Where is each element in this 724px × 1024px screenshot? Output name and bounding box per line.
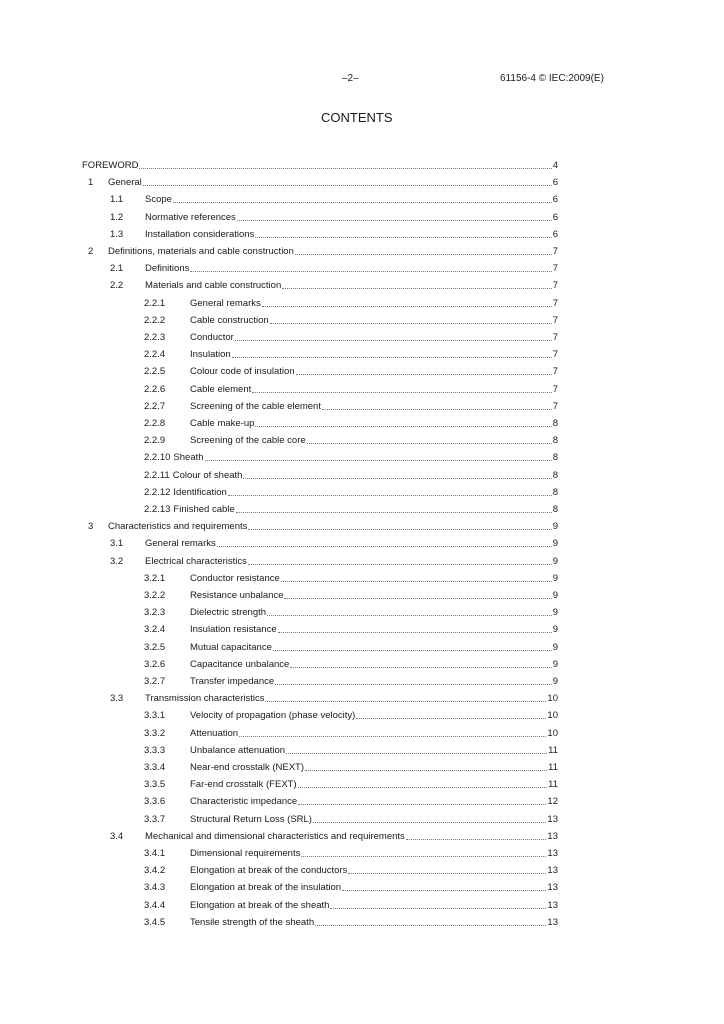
- toc-entry[interactable]: [0, 710, 724, 722]
- toc-entry-number: 3.2.3: [144, 607, 166, 619]
- dot-leader: [342, 882, 546, 891]
- toc-entry[interactable]: [0, 538, 724, 550]
- toc-entry-number: 2.2.6: [144, 383, 166, 395]
- toc-entry-page: 7: [552, 400, 558, 412]
- toc-entry[interactable]: [0, 796, 724, 808]
- toc-entry[interactable]: [0, 315, 724, 327]
- dot-leader: [190, 263, 551, 272]
- page-number: –2–: [342, 73, 359, 84]
- dot-leader: [313, 814, 546, 823]
- dot-leader: [235, 332, 552, 341]
- dot-leader: [243, 470, 551, 479]
- dot-leader: [298, 796, 546, 805]
- toc-entry-page: 7: [552, 297, 558, 309]
- dot-leader: [286, 745, 547, 754]
- toc-entry-number: 1.3: [110, 228, 124, 240]
- toc-entry-number: 3.4.5: [144, 916, 166, 928]
- toc-entry-label: Characteristics and requirements: [108, 521, 248, 533]
- toc-entry[interactable]: [0, 624, 724, 636]
- toc-entry-label: Transfer impedance: [190, 676, 275, 687]
- toc-entry[interactable]: [0, 693, 724, 705]
- toc-entry[interactable]: [0, 642, 724, 654]
- toc-entry-label: Elongation at break of the conductors: [190, 865, 348, 877]
- toc-entry-page: 11: [548, 779, 558, 791]
- toc-entry-page: 7: [552, 349, 558, 361]
- toc-entry-number: 2.2.9: [144, 435, 166, 447]
- toc-entry-label: Near-end crosstalk (NEXT): [190, 762, 305, 773]
- toc-entry[interactable]: [0, 280, 724, 292]
- toc-entry[interactable]: [0, 332, 724, 344]
- toc-entry-number: 3.3.5: [144, 779, 166, 791]
- toc-entry-number: 3.3.3: [144, 744, 166, 756]
- toc-entry[interactable]: [0, 435, 724, 447]
- toc-entry-label: Characteristic impedance: [190, 796, 298, 808]
- toc-entry-page: 13: [547, 899, 558, 911]
- toc-entry[interactable]: [0, 384, 724, 396]
- toc-entry-number: 3.2.2: [144, 590, 166, 601]
- dot-leader: [278, 624, 552, 633]
- toc-entry[interactable]: [0, 487, 724, 499]
- toc-entry-page: 8: [552, 452, 558, 464]
- toc-entry[interactable]: [0, 556, 724, 568]
- toc-entry-number: 2.2.5: [144, 366, 166, 378]
- dot-leader: [262, 298, 552, 307]
- dot-leader: [205, 452, 552, 461]
- dot-leader: [248, 521, 551, 530]
- dot-leader: [315, 917, 546, 926]
- toc-entry-number: 3.4: [110, 830, 124, 842]
- dot-leader: [290, 659, 551, 668]
- toc-entry-number: 2.2.2: [144, 314, 166, 326]
- toc-entry-label: Sheath: [173, 452, 204, 464]
- dot-leader: [307, 435, 552, 444]
- toc-entry-page: 7: [552, 366, 558, 378]
- toc-entry-number: 2.2.4: [144, 349, 166, 361]
- toc-entry-page: 7: [552, 246, 558, 257]
- toc-entry-number: 3.3.7: [144, 813, 166, 825]
- toc-entry[interactable]: [0, 848, 724, 860]
- toc-entry-number: 1.2: [110, 211, 124, 223]
- toc-entry-page: 9: [552, 538, 558, 550]
- toc-entry[interactable]: [0, 263, 724, 275]
- toc-entry-label: Installation considerations: [145, 228, 255, 240]
- toc-entry-label: Tensile strength of the sheath: [190, 916, 315, 928]
- toc-entry-page: 8: [552, 486, 558, 498]
- dot-leader: [298, 779, 547, 788]
- toc-entry[interactable]: [0, 573, 724, 585]
- toc-entry-label: FOREWORD: [82, 160, 139, 171]
- toc-entry-page: 9: [552, 572, 558, 584]
- toc-entry-label: Conductor resistance: [190, 572, 280, 584]
- toc-entry[interactable]: [0, 246, 724, 258]
- dot-leader: [270, 315, 552, 324]
- toc-entry[interactable]: [0, 865, 724, 877]
- toc-entry-page: 8: [552, 435, 558, 447]
- toc-entry-label: Finished cable: [173, 504, 235, 515]
- toc-entry-page: 9: [552, 624, 558, 636]
- toc-entry-label: General remarks: [145, 538, 216, 550]
- toc-entry-number: 2.2.10: [144, 452, 171, 464]
- toc-entry-page: 6: [552, 177, 558, 189]
- toc-entry[interactable]: [0, 366, 724, 378]
- toc-entry-page: 6: [552, 211, 558, 223]
- toc-entry[interactable]: [0, 814, 724, 826]
- toc-entry-label: Resistance unbalance: [190, 590, 284, 601]
- dot-leader: [281, 573, 552, 582]
- toc-entry-page: 12: [547, 796, 558, 808]
- toc-entry-number: 2.2.12: [144, 486, 171, 498]
- toc-entry-number: 3.3.4: [144, 762, 166, 773]
- toc-entry-page: 13: [547, 830, 558, 842]
- dot-leader: [255, 229, 551, 238]
- toc-entry[interactable]: [0, 590, 724, 602]
- toc-entry[interactable]: [0, 728, 724, 740]
- toc-entry-page: 6: [552, 194, 558, 206]
- toc-entry[interactable]: [0, 917, 724, 929]
- toc-entry-number: 2.2: [110, 280, 124, 292]
- dot-leader: [356, 710, 546, 719]
- toc-entry[interactable]: [0, 470, 724, 482]
- dot-leader: [252, 384, 551, 393]
- toc-entry-number: 3.4.3: [144, 882, 166, 894]
- toc-entry[interactable]: [0, 504, 724, 516]
- toc-entry-page: 8: [552, 504, 558, 515]
- toc-entry-label: Mechanical and dimensional characteristics and requirements: [145, 830, 405, 842]
- dot-leader: [139, 160, 551, 169]
- toc-entry-label: Velocity of propagation (phase velocity): [190, 710, 356, 722]
- toc-entry-number: 2.2.13: [144, 504, 171, 515]
- toc-entry[interactable]: [0, 349, 724, 361]
- toc-entry-page: 11: [548, 762, 558, 773]
- contents-title: CONTENTS: [321, 110, 393, 125]
- toc-entry-label: Dimensional requirements: [190, 848, 301, 859]
- toc-entry[interactable]: [0, 900, 724, 912]
- toc-entry-number: 3.3.2: [144, 727, 166, 739]
- toc-entry-page: 13: [547, 916, 558, 928]
- toc-entry-number: 3.4.2: [144, 865, 166, 877]
- dot-leader: [273, 642, 552, 651]
- toc-entry-number: 2.2.7: [144, 400, 166, 412]
- toc-entry-number: 3.4.1: [144, 848, 166, 859]
- toc-entry[interactable]: [0, 194, 724, 206]
- dot-leader: [248, 556, 552, 565]
- toc-entry-label: Structural Return Loss (SRL): [190, 813, 312, 825]
- dot-leader: [406, 831, 547, 840]
- toc-entry[interactable]: [0, 762, 724, 774]
- dot-leader: [296, 366, 552, 375]
- toc-entry[interactable]: [0, 607, 724, 619]
- toc-entry-label: Colour code of insulation: [190, 366, 295, 378]
- toc-entry-label: Electrical characteristics: [145, 555, 247, 567]
- toc-entry-label: General: [108, 177, 142, 189]
- toc-entry-number: 3.2.5: [144, 641, 166, 653]
- toc-entry-label: Normative references: [145, 211, 236, 223]
- toc-entry-label: Transmission characteristics: [145, 693, 265, 705]
- toc-entry-label: Scope: [145, 194, 172, 206]
- dot-leader: [265, 693, 546, 702]
- toc-entry[interactable]: [0, 177, 724, 189]
- toc-entry-number: 3.3.1: [144, 710, 166, 722]
- toc-entry-page: 9: [552, 641, 558, 653]
- toc-entry-label: Elongation at break of the insulation: [190, 882, 342, 894]
- toc-entry-label: Dielectric strength: [190, 607, 267, 619]
- toc-entry-label: Insulation resistance: [190, 624, 277, 636]
- toc-entry-number: 3.3: [110, 693, 124, 705]
- toc-entry-page: 13: [547, 865, 558, 877]
- toc-entry[interactable]: [0, 401, 724, 413]
- toc-entry[interactable]: [0, 659, 724, 671]
- toc-entry-page: 10: [547, 710, 558, 722]
- toc-entry-label: Screening of the cable core: [190, 435, 306, 447]
- toc-entry-number: 3.2.6: [144, 658, 166, 670]
- dot-leader: [239, 728, 546, 737]
- dot-leader: [275, 676, 552, 685]
- toc-entry-label: Identification: [173, 486, 227, 498]
- toc-entry-label: Far-end crosstalk (FEXT): [190, 779, 297, 791]
- dot-leader: [284, 590, 551, 599]
- toc-entry[interactable]: [0, 831, 724, 843]
- toc-entry-page: 7: [552, 280, 558, 292]
- toc-entry-page: 10: [547, 727, 558, 739]
- toc-entry-page: 13: [547, 882, 558, 894]
- toc-entry-number: 3.3.6: [144, 796, 166, 808]
- toc-entry-number: 1: [88, 177, 94, 189]
- toc-entry-page: 9: [552, 521, 558, 533]
- dot-leader: [236, 504, 552, 513]
- toc-entry[interactable]: [0, 779, 724, 791]
- toc-entry-number: 2.1: [110, 263, 124, 275]
- toc-entry-label: Cable make-up: [190, 418, 255, 429]
- toc-entry-page: 9: [552, 676, 558, 687]
- toc-entry-number: 2.2.3: [144, 332, 166, 343]
- toc-entry[interactable]: [0, 160, 724, 172]
- toc-entry-page: 9: [552, 590, 558, 601]
- toc-entry-page: 8: [552, 469, 558, 481]
- toc-entry-page: 13: [547, 813, 558, 825]
- document-id: 61156-4 © IEC:2009(E): [500, 73, 604, 84]
- toc-entry[interactable]: [0, 298, 724, 310]
- toc-entry-page: 9: [552, 555, 558, 567]
- toc-entry-page: 9: [552, 607, 558, 619]
- toc-entry-page: 6: [552, 228, 558, 240]
- toc-entry-number: 3: [88, 521, 94, 533]
- toc-entry[interactable]: [0, 676, 724, 688]
- toc-entry-label: Attenuation: [190, 727, 239, 739]
- toc-entry-page: 7: [552, 314, 558, 326]
- toc-entry-page: 11: [548, 744, 558, 756]
- toc-entry-label: Mutual capacitance: [190, 641, 272, 653]
- dot-leader: [228, 487, 552, 496]
- toc-entry-page: 7: [552, 383, 558, 395]
- toc-entry-label: Definitions: [145, 263, 190, 275]
- dot-leader: [282, 280, 551, 289]
- toc-entry[interactable]: [0, 418, 724, 430]
- toc-entry-label: Elongation at break of the sheath: [190, 899, 330, 911]
- dot-leader: [255, 418, 551, 427]
- toc-entry-page: 7: [552, 263, 558, 275]
- dot-leader: [267, 607, 552, 616]
- toc-entry-number: 3.2.7: [144, 676, 166, 687]
- toc-entry-label: Screening of the cable element: [190, 400, 321, 412]
- toc-entry-number: 1.1: [110, 194, 124, 206]
- toc-entry-number: 2.2.1: [144, 297, 166, 309]
- toc-entry-number: 2.2.11: [144, 469, 170, 481]
- toc-entry-number: 3.1: [110, 538, 124, 550]
- dot-leader: [348, 865, 546, 874]
- toc-entry[interactable]: [0, 521, 724, 533]
- dot-leader: [173, 194, 552, 203]
- toc-entry[interactable]: [0, 882, 724, 894]
- toc-entry-label: General remarks: [190, 297, 261, 309]
- toc-entry-number: 2.2.8: [144, 418, 166, 429]
- toc-entry-number: 3.4.4: [144, 899, 166, 911]
- toc-entry-label: Cable construction: [190, 314, 269, 326]
- toc-entry-page: 7: [552, 332, 558, 343]
- toc-entry[interactable]: [0, 452, 724, 464]
- toc-entry-page: 10: [547, 693, 558, 705]
- dot-leader: [237, 212, 552, 221]
- toc-entry-label: Colour of sheath: [172, 469, 243, 481]
- toc-entry-number: 3.2.1: [144, 572, 166, 584]
- toc-entry[interactable]: [0, 745, 724, 757]
- toc-entry-label: Conductor: [190, 332, 234, 343]
- dot-leader: [305, 762, 547, 771]
- toc-entry-number: 2: [88, 246, 94, 257]
- toc-entry-page: 13: [547, 848, 558, 859]
- dot-leader: [217, 538, 552, 547]
- dot-leader: [143, 177, 552, 186]
- toc-entry-number: 3.2.4: [144, 624, 166, 636]
- toc-entry-page: 9: [552, 658, 558, 670]
- toc-entry-label: Insulation: [190, 349, 231, 361]
- toc-entry-label: Capacitance unbalance: [190, 658, 290, 670]
- dot-leader: [322, 401, 552, 410]
- toc-entry-label: Definitions, materials and cable construction: [108, 246, 294, 257]
- toc-entry-label: Unbalance attenuation: [190, 744, 286, 756]
- toc-entry-label: Materials and cable construction: [145, 280, 282, 292]
- dot-leader: [232, 349, 552, 358]
- dot-leader: [295, 246, 552, 255]
- toc-entry-page: 4: [552, 160, 558, 171]
- toc-entry-label: Cable element: [190, 383, 252, 395]
- toc-entry[interactable]: [0, 229, 724, 241]
- toc-entry-number: 3.2: [110, 555, 124, 567]
- dot-leader: [330, 900, 546, 909]
- dot-leader: [301, 848, 546, 857]
- toc-entry[interactable]: [0, 212, 724, 224]
- toc-entry-page: 8: [552, 418, 558, 429]
